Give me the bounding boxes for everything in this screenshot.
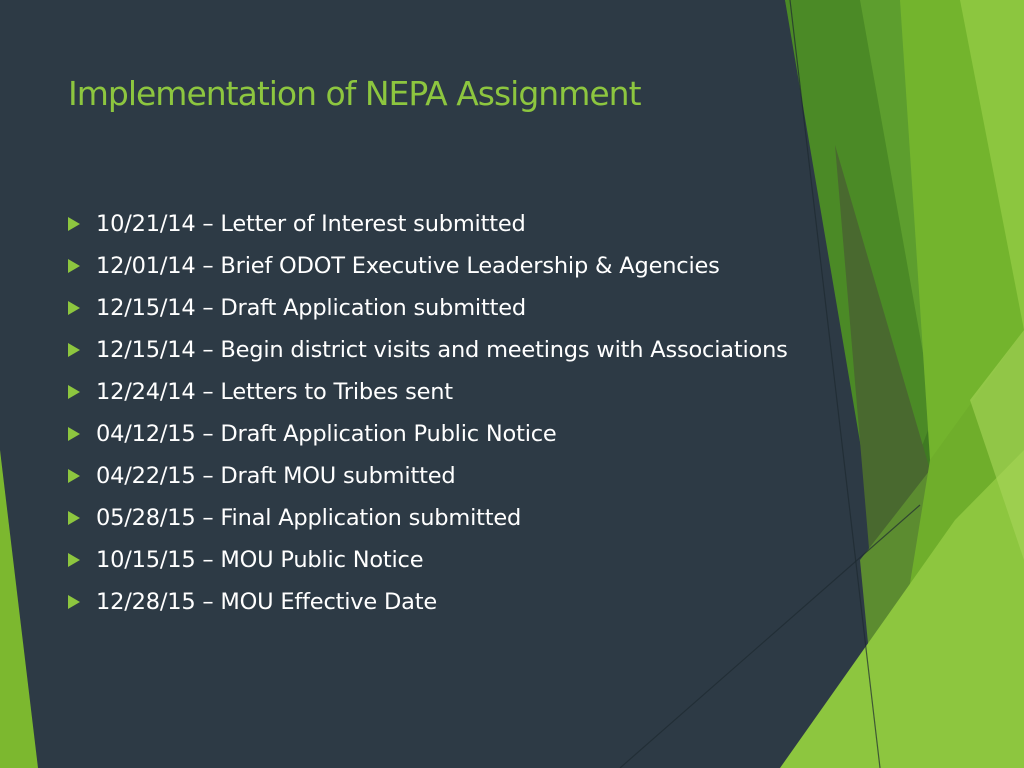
- list-item-text: 10/21/14 – Letter of Interest submitted: [96, 211, 526, 237]
- triangle-right-icon: [68, 553, 80, 567]
- triangle-right-icon: [68, 595, 80, 609]
- list-item-text: 05/28/15 – Final Application submitted: [96, 505, 522, 531]
- list-item-text: 12/24/14 – Letters to Tribes sent: [96, 379, 453, 405]
- triangle-right-icon: [68, 217, 80, 231]
- triangle-right-icon: [68, 301, 80, 315]
- triangle-right-icon: [68, 259, 80, 273]
- list-item: [68, 539, 788, 581]
- list-item: [68, 413, 788, 455]
- list-item: [68, 203, 788, 245]
- triangle-right-icon: [68, 469, 80, 483]
- list-item: [68, 245, 788, 287]
- list-item: [68, 497, 788, 539]
- list-item: [68, 287, 788, 329]
- list-item: [68, 455, 788, 497]
- list-item-text: 10/15/15 – MOU Public Notice: [96, 547, 424, 573]
- list-item: [68, 371, 788, 413]
- timeline-bullet-list: [68, 203, 788, 623]
- triangle-right-icon: [68, 511, 80, 525]
- list-item-text: 12/15/14 – Begin district visits and meetings with Associations: [96, 337, 788, 363]
- triangle-right-icon: [68, 385, 80, 399]
- list-item-text: 12/01/14 – Brief ODOT Executive Leadership & Agencies: [96, 253, 720, 279]
- slide-title: Implementation of NEPA Assignment: [68, 74, 641, 113]
- list-item-text: 04/12/15 – Draft Application Public Notice: [96, 421, 557, 447]
- triangle-right-icon: [68, 343, 80, 357]
- list-item: [68, 329, 788, 371]
- list-item-text: 12/28/15 – MOU Effective Date: [96, 589, 437, 615]
- triangle-right-icon: [68, 427, 80, 441]
- list-item-text: 12/15/14 – Draft Application submitted: [96, 295, 526, 321]
- list-item-text: 04/22/15 – Draft MOU submitted: [96, 463, 456, 489]
- list-item: [68, 581, 788, 623]
- left-green-facet: [0, 450, 38, 768]
